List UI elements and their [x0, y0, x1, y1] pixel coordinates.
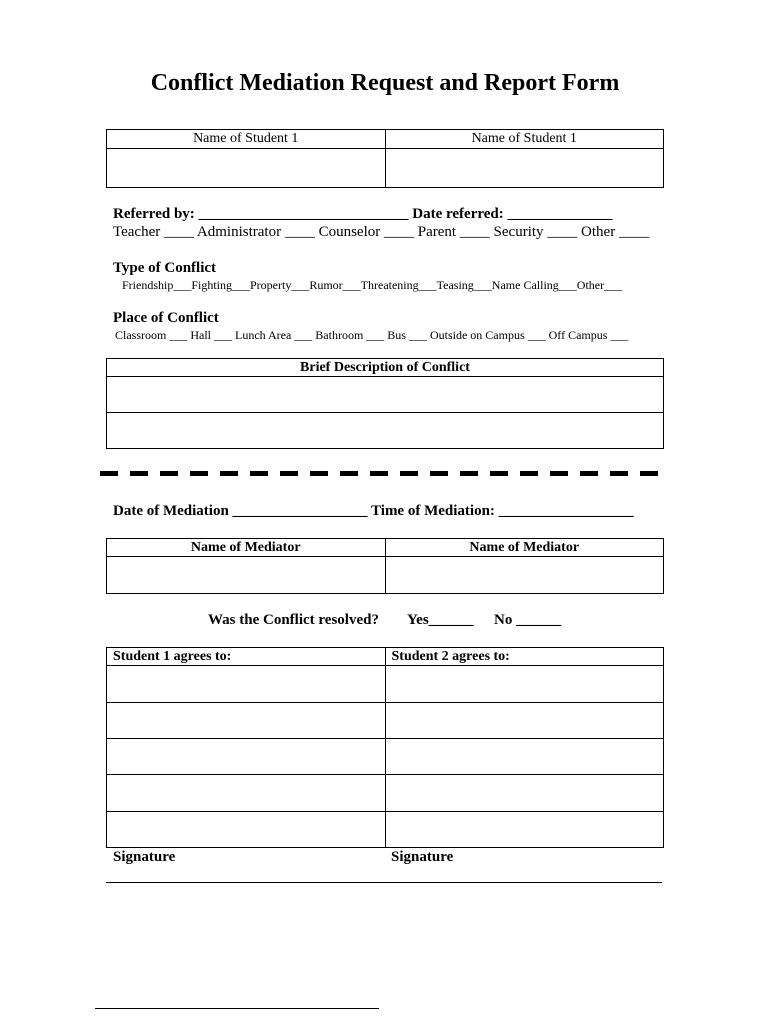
student-1-agrees-header: Student 1 agrees to:	[107, 648, 386, 666]
description-field[interactable]	[107, 413, 664, 449]
referrer-role-line: Teacher ____ Administrator ____ Counselor ____ Parent ____ Security ____ Other ____	[113, 224, 649, 240]
referred-by-line: Referred by: ____________________________ Date referred: ______________	[113, 206, 613, 222]
agreements-table	[106, 647, 664, 848]
student-2-signature-label: Signature	[391, 849, 454, 865]
students-table	[106, 129, 664, 188]
mediator-1-header: Name of Mediator	[107, 539, 386, 557]
student-2-agreement-field[interactable]	[385, 812, 664, 848]
mediators-table	[106, 538, 664, 594]
place-of-conflict-options: Classroom ___ Hall ___ Lunch Area ___ Bathroom ___ Bus ___ Outside on Campus ___ Off Campus ___	[115, 328, 629, 342]
student-1-agreement-field[interactable]	[107, 703, 386, 739]
student-1-signature-label: Signature	[113, 849, 176, 865]
footnote-rule	[95, 1008, 379, 1009]
resolved-yes[interactable]: Yes______	[407, 612, 474, 628]
student-1-name-header: Name of Student 1	[107, 130, 386, 149]
student-2-agreement-field[interactable]	[385, 666, 664, 703]
student-1-agreement-field[interactable]	[107, 666, 386, 703]
mediation-date-time-line: Date of Mediation __________________ Time of Mediation: __________________	[113, 503, 634, 519]
student-2-name-field[interactable]	[385, 149, 664, 188]
student-1-agreement-field[interactable]	[107, 739, 386, 775]
mediator-2-name-field[interactable]	[385, 557, 664, 594]
student-1-name-field[interactable]	[107, 149, 386, 188]
student-2-agreement-field[interactable]	[385, 739, 664, 775]
description-table	[106, 358, 664, 449]
mediator-2-header: Name of Mediator	[385, 539, 664, 557]
resolved-no[interactable]: No ______	[494, 612, 562, 628]
place-of-conflict-label: Place of Conflict	[113, 310, 219, 326]
student-2-agrees-header: Student 2 agrees to:	[385, 648, 664, 666]
student-1-agreement-field[interactable]	[107, 775, 386, 812]
form-title: Conflict Mediation Request and Report Form	[150, 70, 620, 96]
description-field[interactable]	[107, 377, 664, 413]
type-of-conflict-label: Type of Conflict	[113, 260, 217, 276]
type-of-conflict-options: Friendship___Fighting___Property___Rumor___Threatening___Teasing___Name Calling___Other___	[122, 278, 623, 292]
signature-line[interactable]	[106, 882, 662, 883]
student-2-agreement-field[interactable]	[385, 703, 664, 739]
description-header: Brief Description of Conflict	[107, 359, 664, 377]
student-1-agreement-field[interactable]	[107, 812, 386, 848]
student-2-name-header: Name of Student 1	[385, 130, 664, 149]
resolved-question: Was the Conflict resolved?	[208, 612, 379, 628]
section-divider	[100, 471, 670, 476]
student-2-agreement-field[interactable]	[385, 775, 664, 812]
mediator-1-name-field[interactable]	[107, 557, 386, 594]
